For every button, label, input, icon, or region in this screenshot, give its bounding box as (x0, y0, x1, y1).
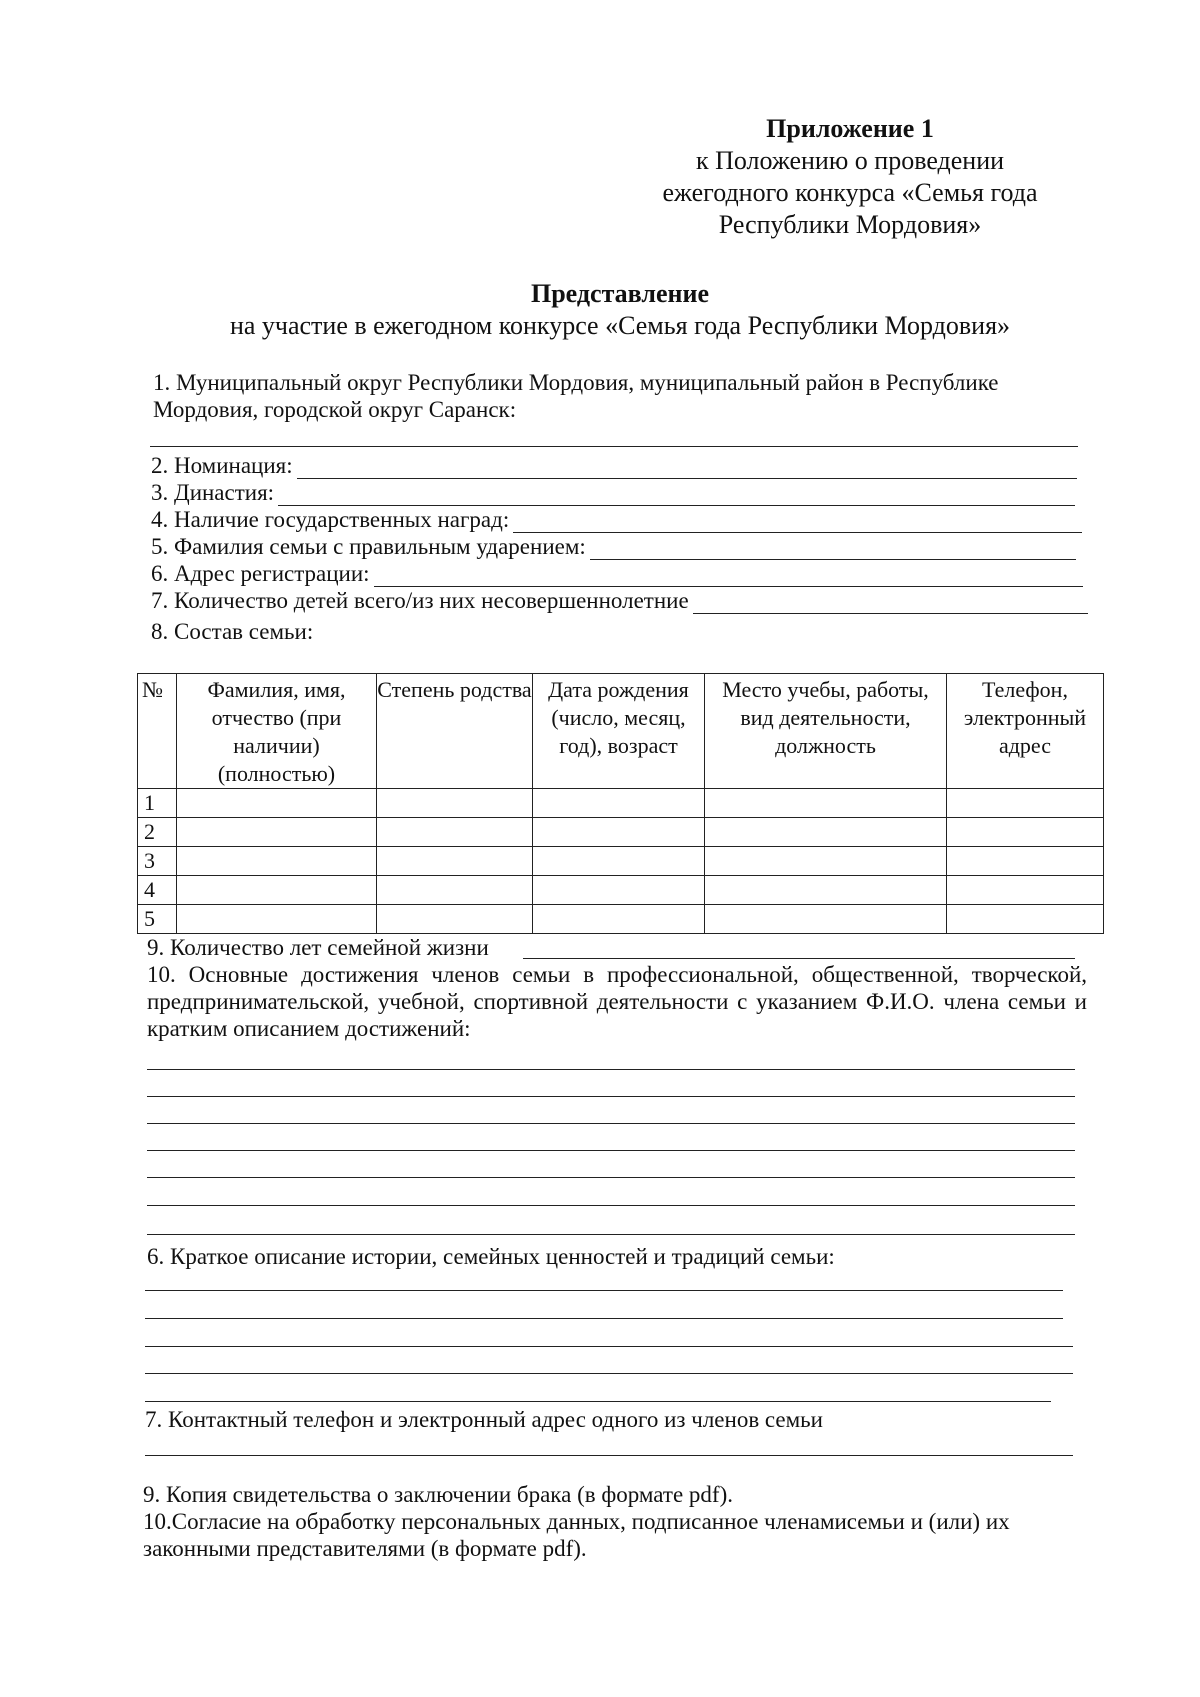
history-label: 6. Краткое описание истории, семейных ценностей и традиций семьи: (147, 1244, 835, 1269)
work-cell[interactable] (705, 789, 947, 818)
contact-cell[interactable] (947, 818, 1104, 847)
awards-label: 4. Наличие государственных наград: (151, 507, 510, 532)
row-number: 1 (138, 789, 177, 818)
birth-cell[interactable] (533, 847, 705, 876)
nomination-label: 2. Номинация: (151, 453, 293, 478)
awards-field[interactable] (513, 510, 1082, 533)
col-header-relation: Степень родства (377, 674, 533, 789)
relation-cell[interactable] (377, 818, 533, 847)
name-cell[interactable] (177, 789, 377, 818)
table-row (138, 876, 1104, 905)
annex-title: Приложение 1 (766, 114, 934, 143)
form-subtitle: на участие в ежегодном конкурсе «Семья года Республики Мордовия» (229, 311, 1011, 340)
contact-cell[interactable] (947, 847, 1104, 876)
children-row (151, 587, 1088, 614)
contact-cell[interactable] (947, 789, 1104, 818)
awards-row (151, 506, 1082, 533)
name-cell[interactable] (177, 847, 377, 876)
relation-cell[interactable] (377, 789, 533, 818)
address-field[interactable] (374, 564, 1083, 587)
annex-line-2: ежегодного конкурса «Семья года (662, 178, 1038, 207)
form-heading (100, 278, 1140, 342)
surname-field[interactable] (590, 537, 1076, 560)
name-cell[interactable] (177, 818, 377, 847)
work-cell[interactable] (705, 876, 947, 905)
birth-cell[interactable] (533, 789, 705, 818)
nomination-row (151, 452, 1077, 479)
col-header-birth: Дата рождения (число, месяц, год), возраст (533, 674, 705, 789)
surname-row (151, 533, 1076, 560)
work-cell[interactable] (705, 847, 947, 876)
surname-label: 5. Фамилия семьи с правильным ударением: (151, 534, 586, 559)
item-1-field[interactable] (150, 446, 1078, 447)
achievements-text: 10. Основные достижения членов семьи в профессиональной, общественной, творческой, предпринимательской, учебной, спортивной деятельности с указанием Ф.И.О. члена семьи и кратким описанием достижений: (147, 962, 1087, 1041)
table-row (138, 847, 1104, 876)
history-line[interactable] (145, 1290, 1063, 1291)
annex-header (600, 113, 1100, 241)
address-row (151, 560, 1083, 587)
marriage-years-label: 9. Количество лет семейной жизни (147, 935, 489, 960)
dynasty-label: 3. Династия: (151, 480, 275, 505)
col-header-name: Фамилия, имя, отчество (при наличии) (полностью) (177, 674, 377, 789)
table-row (138, 905, 1104, 934)
col-header-num: № (138, 674, 177, 789)
annex-line-1: к Положению о проведении (695, 146, 1005, 175)
work-cell[interactable] (705, 905, 947, 934)
achievements-line[interactable] (147, 1069, 1075, 1070)
col-header-work: Место учебы, работы, вид деятельности, должность (705, 674, 947, 789)
row-number: 3 (138, 847, 177, 876)
history-line[interactable] (145, 1373, 1073, 1374)
birth-cell[interactable] (533, 818, 705, 847)
contact-label: 7. Контактный телефон и электронный адрес одного из членов семьи (145, 1407, 823, 1432)
contact-cell[interactable] (947, 905, 1104, 934)
birth-cell[interactable] (533, 905, 705, 934)
achievements-line[interactable] (147, 1205, 1075, 1206)
achievements-line[interactable] (147, 1150, 1075, 1151)
address-label: 6. Адрес регистрации: (151, 561, 370, 586)
consent-text: 10.Согласие на обработку персональных данных, подписанное членамисемьи и (или) их законными представителями (в формате pdf). (143, 1509, 1010, 1561)
history-line[interactable] (145, 1318, 1063, 1319)
item-1-text: 1. Муниципальный округ Республики Мордовия, муниципальный район в Республике Мордовия, городской округ Саранск: (153, 370, 999, 422)
contact-field[interactable] (145, 1455, 1073, 1456)
contact-cell[interactable] (947, 876, 1104, 905)
relation-cell[interactable] (377, 876, 533, 905)
form-title: Представление (531, 279, 709, 308)
achievements-line[interactable] (147, 1123, 1075, 1124)
dynasty-field[interactable] (278, 483, 1075, 506)
name-cell[interactable] (177, 876, 377, 905)
children-field[interactable] (693, 591, 1088, 614)
history-line[interactable] (145, 1346, 1073, 1347)
relation-cell[interactable] (377, 905, 533, 934)
family-table (137, 673, 1104, 934)
table-row (138, 789, 1104, 818)
name-cell[interactable] (177, 905, 377, 934)
children-label: 7. Количество детей всего/из них несовершеннолетние (151, 588, 689, 613)
achievements-line[interactable] (147, 1234, 1075, 1235)
achievements-line[interactable] (147, 1096, 1075, 1097)
relation-cell[interactable] (377, 847, 533, 876)
family-composition-label: 8. Состав семьи: (151, 619, 314, 644)
dynasty-row (151, 479, 1075, 506)
col-header-contact: Телефон, электронный адрес (947, 674, 1104, 789)
history-line[interactable] (145, 1401, 1051, 1402)
row-number: 4 (138, 876, 177, 905)
nomination-field[interactable] (297, 456, 1077, 479)
achievements-line[interactable] (147, 1177, 1075, 1178)
marriage-certificate-text: 9. Копия свидетельства о заключении брака (в формате pdf). (143, 1482, 733, 1507)
work-cell[interactable] (705, 818, 947, 847)
annex-line-3: Республики Мордовия» (718, 210, 982, 239)
birth-cell[interactable] (533, 876, 705, 905)
table-header-row (138, 674, 1104, 789)
table-row (138, 818, 1104, 847)
row-number: 5 (138, 905, 177, 934)
marriage-years-field[interactable] (523, 958, 1075, 959)
row-number: 2 (138, 818, 177, 847)
